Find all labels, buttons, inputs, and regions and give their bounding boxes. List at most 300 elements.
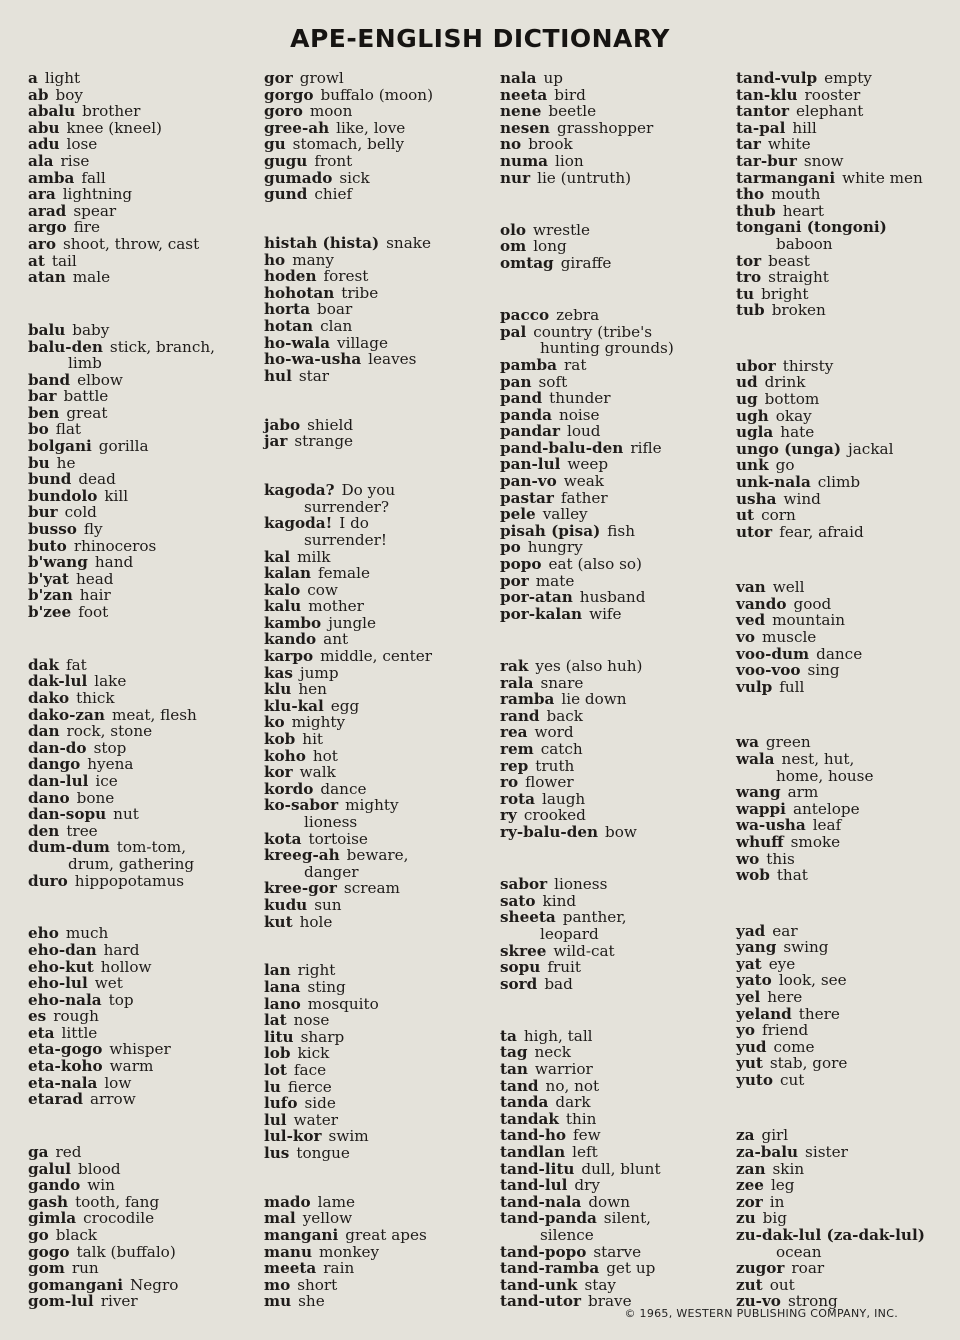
dictionary-entry	[28, 455, 254, 472]
dictionary-entry	[28, 1041, 254, 1058]
dictionary-entry	[736, 972, 954, 989]
english-meaning: kill	[104, 486, 129, 505]
dictionary-entry	[500, 103, 726, 120]
ape-word: gu	[264, 135, 286, 154]
ape-word: van	[736, 578, 766, 597]
ape-word: a	[28, 69, 38, 87]
english-meaning: surrender?	[304, 497, 389, 516]
english-meaning: roar	[791, 1259, 825, 1278]
dictionary-entry	[264, 631, 490, 648]
ape-word: tub	[736, 301, 765, 320]
ape-word: ubor	[736, 356, 776, 375]
dictionary-entry	[264, 681, 490, 698]
english-meaning: ant	[323, 630, 349, 649]
ape-word: pan-vo	[500, 472, 557, 491]
dictionary-entry	[28, 120, 254, 137]
english-meaning: leaves	[368, 350, 417, 369]
ape-word: ho-wa-usha	[264, 350, 362, 369]
english-meaning: milk	[297, 547, 331, 566]
ape-word: tand-utor	[500, 1292, 582, 1311]
dictionary-entry	[736, 1006, 954, 1023]
english-meaning: left	[572, 1143, 598, 1162]
dictionary-entry	[500, 926, 726, 943]
ape-word: dako-zan	[28, 705, 105, 724]
dictionary-column-3	[500, 70, 726, 1310]
dictionary-entry	[264, 103, 490, 120]
ape-word: gorgo	[264, 85, 314, 104]
dictionary-entry	[28, 236, 254, 253]
english-meaning: village	[337, 333, 388, 352]
english-meaning: antelope	[792, 799, 860, 818]
dictionary-entry	[264, 549, 490, 566]
english-meaning: muscle	[761, 628, 817, 647]
ape-word: eho-dan	[28, 940, 97, 959]
dictionary-entry	[264, 70, 490, 87]
dictionary-entry	[500, 255, 726, 272]
english-meaning: clan	[320, 317, 353, 335]
ape-word: pacco	[500, 306, 550, 325]
ape-word: pand	[500, 389, 543, 408]
english-meaning: face	[293, 1061, 327, 1079]
copyright-notice: © 1965, WESTERN PUBLISHING COMPANY, INC.	[624, 1307, 898, 1320]
ape-word: por-kalan	[500, 604, 583, 623]
english-meaning: climb	[817, 472, 861, 491]
dictionary-entry	[264, 1244, 490, 1261]
letter-group	[736, 923, 954, 1089]
english-meaning: loud	[566, 422, 601, 441]
english-meaning: bad	[544, 974, 573, 993]
ape-word: rand	[500, 706, 540, 725]
english-meaning: nut	[113, 805, 139, 824]
ape-word: tantor	[736, 102, 790, 121]
english-meaning: brave	[588, 1292, 632, 1311]
ape-word: zu	[736, 1209, 756, 1228]
english-meaning: he	[56, 453, 76, 472]
english-meaning: moon	[309, 102, 353, 121]
ape-word: abalu	[28, 102, 76, 121]
english-meaning: dead	[78, 470, 116, 489]
english-meaning: cut	[780, 1070, 805, 1089]
dictionary-entry	[264, 318, 490, 335]
ape-word: b'zee	[28, 603, 72, 622]
group-spacer	[264, 930, 490, 962]
ape-word: tand-litu	[500, 1159, 575, 1178]
english-meaning: back	[546, 706, 584, 725]
dictionary-entry	[264, 914, 490, 931]
ape-word: ramba	[500, 690, 555, 709]
english-meaning: rooster	[804, 85, 861, 104]
english-meaning: low	[104, 1073, 132, 1092]
english-meaning: soft	[538, 372, 568, 391]
ape-word: lat	[264, 1011, 287, 1030]
ape-word: po	[500, 538, 521, 557]
ape-word: tan	[500, 1060, 528, 1079]
ape-word: ungo (unga)	[736, 439, 842, 458]
dictionary-entry	[500, 959, 726, 976]
ape-word: balu-den	[28, 337, 103, 356]
dictionary-entry	[264, 648, 490, 665]
english-meaning: this	[766, 849, 795, 868]
ape-word: gando	[28, 1176, 81, 1195]
english-meaning: win	[87, 1176, 115, 1195]
ape-word: gree-ah	[264, 118, 330, 137]
dictionary-entry	[500, 876, 726, 893]
group-spacer	[28, 286, 254, 322]
ape-word: dum-dum	[28, 838, 110, 857]
ape-word: ko-sabor	[264, 796, 339, 815]
ape-word: pan-lul	[500, 455, 561, 474]
dictionary-entry	[736, 1161, 954, 1178]
english-meaning: high, tall	[523, 1026, 593, 1045]
ape-word: ab	[28, 85, 49, 104]
dictionary-entry	[28, 1091, 254, 1108]
english-meaning: cow	[307, 580, 338, 599]
group-spacer	[264, 384, 490, 416]
ape-word: at	[28, 251, 45, 270]
dictionary-entry	[736, 1260, 954, 1277]
letter-group	[500, 658, 726, 841]
dictionary-entry	[500, 423, 726, 440]
ape-word: dan-lul	[28, 771, 89, 790]
ape-word: aro	[28, 234, 56, 253]
dictionary-entry	[736, 441, 954, 458]
dictionary-entry	[28, 707, 254, 724]
english-meaning: country (tribe's	[533, 322, 653, 341]
dictionary-entry	[264, 136, 490, 153]
ape-word: bo	[28, 420, 49, 439]
ape-word: voo-dum	[736, 644, 810, 663]
dictionary-entry	[500, 909, 726, 926]
ape-word: eho-nala	[28, 990, 102, 1009]
dictionary-entry	[500, 390, 726, 407]
dictionary-entry	[500, 153, 726, 170]
ape-word: ud	[736, 373, 758, 392]
ape-word: eho-kut	[28, 957, 94, 976]
ape-word: amba	[28, 168, 75, 187]
english-meaning: shoot, throw, cast	[62, 234, 200, 253]
dictionary-entry	[28, 571, 254, 588]
ape-word: etarad	[28, 1090, 83, 1109]
dictionary-entry	[500, 506, 726, 523]
dictionary-entry	[28, 1227, 254, 1244]
english-meaning: mighty	[345, 796, 399, 815]
ape-word: manu	[264, 1242, 312, 1261]
ape-word: bund	[28, 470, 72, 489]
dictionary-entry	[500, 1177, 726, 1194]
dictionary-entry	[736, 1227, 954, 1244]
dictionary-entry	[28, 388, 254, 405]
english-meaning: much	[65, 924, 109, 943]
dictionary-entry	[28, 756, 254, 773]
ape-word: lana	[264, 978, 301, 997]
ape-word: tand-lul	[500, 1176, 568, 1195]
english-meaning: tail	[51, 251, 77, 270]
ape-word: eho	[28, 924, 59, 943]
english-meaning: lie (untruth)	[537, 168, 632, 187]
dictionary-entry	[264, 170, 490, 187]
english-meaning: baboon	[776, 234, 833, 253]
dictionary-entry	[500, 724, 726, 741]
ape-word: kor	[264, 763, 293, 782]
english-meaning: monkey	[319, 1242, 380, 1261]
english-meaning: long	[533, 237, 567, 256]
english-meaning: look, see	[778, 971, 847, 990]
letter-group	[736, 1127, 954, 1310]
english-meaning: hippopotamus	[74, 871, 185, 890]
ape-word: utor	[736, 522, 773, 541]
dictionary-entry	[736, 1127, 954, 1144]
ape-word: hul	[264, 366, 292, 385]
ape-word: ala	[28, 151, 54, 170]
dictionary-entry	[264, 847, 490, 864]
ape-word: karpo	[264, 647, 314, 666]
ape-word: dan-sopu	[28, 805, 107, 824]
dictionary-entry	[28, 1293, 254, 1310]
dictionary-entry	[264, 252, 490, 269]
english-meaning: meat, flesh	[111, 705, 197, 724]
dictionary-column-1	[28, 70, 254, 1310]
ape-word: zugor	[736, 1259, 785, 1278]
ape-word: ho	[264, 250, 286, 269]
dictionary-entry	[736, 1022, 954, 1039]
english-meaning: danger	[304, 862, 359, 881]
letter-group	[264, 962, 490, 1161]
dictionary-entry	[264, 120, 490, 137]
dictionary-entry	[264, 880, 490, 897]
ape-word: ry	[500, 806, 517, 825]
english-meaning: rifle	[630, 438, 662, 457]
dictionary-entry	[500, 606, 726, 623]
english-meaning: top	[108, 990, 134, 1009]
dictionary-entry	[264, 962, 490, 979]
ape-word: eta-gogo	[28, 1040, 103, 1059]
english-meaning: bright	[761, 284, 809, 303]
dictionary-entry	[28, 70, 254, 87]
ape-word: thub	[736, 201, 776, 220]
ape-word: por-atan	[500, 588, 573, 607]
dictionary-entry	[736, 1194, 954, 1211]
english-meaning: limb	[68, 354, 102, 373]
english-meaning: fire	[73, 218, 100, 237]
ape-word: yut	[736, 1054, 763, 1073]
ape-word: jabo	[264, 415, 301, 434]
english-meaning: stomach, belly	[292, 135, 405, 154]
ape-word: no	[500, 135, 522, 154]
dictionary-entry	[28, 1244, 254, 1261]
english-meaning: heart	[782, 201, 824, 220]
dictionary-entry	[500, 136, 726, 153]
dictionary-entry	[264, 1293, 490, 1310]
dictionary-entry	[736, 989, 954, 1006]
ape-word: tand-popo	[500, 1242, 587, 1261]
ape-word: ugh	[736, 406, 769, 425]
dictionary-entry	[736, 662, 954, 679]
english-meaning: lame	[317, 1192, 355, 1211]
dictionary-entry	[28, 504, 254, 521]
ape-word: ta	[500, 1026, 517, 1045]
dictionary-entry	[28, 87, 254, 104]
dictionary-entry	[500, 1094, 726, 1111]
ape-word: b'zan	[28, 586, 73, 605]
dictionary-entry	[28, 219, 254, 236]
english-meaning: wife	[589, 604, 622, 623]
english-meaning: gorilla	[98, 437, 149, 456]
ape-word: bundolo	[28, 486, 98, 505]
ape-word: b'wang	[28, 553, 88, 572]
ape-word: dan	[28, 722, 60, 741]
ape-word: om	[500, 237, 527, 256]
english-meaning: little	[61, 1023, 98, 1042]
english-meaning: egg	[330, 696, 360, 715]
ape-word: koho	[264, 746, 306, 765]
english-meaning: hill	[792, 118, 817, 137]
english-meaning: swim	[328, 1127, 369, 1146]
english-meaning: baby	[72, 320, 110, 339]
dictionary-entry	[736, 391, 954, 408]
english-meaning: dance	[816, 644, 863, 663]
dictionary-entry	[500, 943, 726, 960]
english-meaning: side	[304, 1094, 336, 1113]
ape-word: zut	[736, 1275, 763, 1294]
dictionary-entry	[28, 657, 254, 674]
dictionary-entry	[28, 823, 254, 840]
english-meaning: full	[779, 677, 805, 696]
dictionary-entry	[500, 589, 726, 606]
english-meaning: wild-cat	[553, 941, 615, 960]
english-meaning: fierce	[287, 1077, 332, 1096]
dictionary-entry	[736, 524, 954, 541]
dictionary-entry	[500, 374, 726, 391]
dictionary-entry	[28, 488, 254, 505]
ape-word: usha	[736, 489, 777, 508]
dictionary-entry	[736, 596, 954, 613]
english-meaning: cold	[64, 503, 97, 522]
ape-word: zee	[736, 1176, 764, 1195]
dictionary-entry	[500, 1260, 726, 1277]
dictionary-entry	[500, 87, 726, 104]
dictionary-entry	[264, 368, 490, 385]
dictionary-entry	[28, 992, 254, 1009]
english-meaning: hole	[299, 912, 333, 931]
english-meaning: fruit	[547, 958, 581, 977]
english-meaning: great apes	[345, 1226, 427, 1245]
ape-word: gogo	[28, 1242, 70, 1261]
dictionary-entry	[264, 1210, 490, 1227]
dictionary-entry	[500, 741, 726, 758]
dictionary-entry	[264, 1112, 490, 1129]
english-meaning: hate	[780, 423, 815, 442]
ape-word: ro	[500, 773, 519, 792]
group-spacer	[264, 450, 490, 482]
dictionary-entry	[264, 301, 490, 318]
ape-word: kree-gor	[264, 879, 337, 898]
ape-word: litu	[264, 1027, 294, 1046]
dictionary-entry	[264, 1045, 490, 1062]
english-meaning: star	[298, 366, 330, 385]
english-meaning: yellow	[302, 1209, 353, 1228]
english-meaning: yes (also huh)	[535, 657, 643, 675]
dictionary-entry	[500, 1277, 726, 1294]
ape-word: lufo	[264, 1094, 298, 1113]
ape-word: omtag	[500, 253, 554, 272]
english-meaning: many	[292, 250, 335, 269]
english-meaning: short	[297, 1275, 338, 1294]
english-meaning: chief	[314, 185, 353, 204]
dictionary-entry	[264, 831, 490, 848]
group-spacer	[28, 621, 254, 657]
english-meaning: leaf	[812, 816, 842, 835]
english-meaning: skin	[772, 1159, 805, 1178]
ape-word: yang	[736, 938, 777, 957]
ape-word: tandlan	[500, 1143, 566, 1162]
ape-word: dan-do	[28, 738, 87, 757]
ape-word: mo	[264, 1275, 291, 1294]
dictionary-entry	[736, 286, 954, 303]
ape-word: yeland	[736, 1004, 792, 1023]
letter-group	[500, 222, 726, 272]
ape-word: hoden	[264, 267, 317, 286]
dictionary-entry	[28, 925, 254, 942]
dictionary-entry	[500, 120, 726, 137]
dictionary-entry	[264, 1227, 490, 1244]
dictionary-entry	[264, 351, 490, 368]
dictionary-entry	[736, 424, 954, 441]
letter-group	[736, 734, 954, 883]
ape-word: gor	[264, 69, 293, 87]
dictionary-entry	[28, 355, 254, 372]
english-meaning: brook	[528, 135, 573, 154]
ape-word: pele	[500, 505, 536, 524]
english-meaning: tree	[66, 821, 98, 840]
group-spacer	[736, 884, 954, 923]
dictionary-entry	[28, 673, 254, 690]
english-meaning: big	[762, 1209, 787, 1228]
english-meaning: nose	[293, 1011, 330, 1030]
english-meaning: fall	[81, 168, 106, 187]
english-meaning: leopard	[540, 924, 599, 943]
english-meaning: noise	[558, 405, 600, 424]
letter-group	[500, 307, 726, 622]
english-meaning: weep	[567, 455, 609, 474]
dictionary-entry	[500, 340, 726, 357]
ape-word: ug	[736, 390, 758, 409]
dictionary-entry	[28, 170, 254, 187]
english-meaning: okay	[775, 406, 812, 425]
english-meaning: straight	[768, 268, 829, 287]
ape-word: gomangani	[28, 1275, 123, 1294]
english-meaning: zebra	[556, 306, 600, 325]
ape-word: mado	[264, 1192, 311, 1211]
english-meaning: weak	[563, 472, 605, 491]
dictionary-entry	[736, 120, 954, 137]
english-meaning: fish	[607, 521, 635, 540]
dictionary-entry	[264, 615, 490, 632]
english-meaning: lioness	[554, 875, 608, 894]
english-meaning: kick	[297, 1044, 330, 1063]
english-meaning: fear, afraid	[779, 522, 864, 541]
dictionary-entry	[736, 1055, 954, 1072]
english-meaning: fly	[83, 520, 103, 539]
english-meaning: down	[588, 1192, 630, 1211]
ape-word: kalu	[264, 597, 302, 616]
dictionary-entry	[500, 1210, 726, 1227]
english-meaning: snare	[540, 673, 584, 692]
english-meaning: foot	[78, 603, 109, 622]
ape-word: tand-unk	[500, 1275, 578, 1294]
dictionary-entry	[28, 873, 254, 890]
english-meaning: bottom	[764, 390, 820, 409]
dictionary-entry	[500, 539, 726, 556]
